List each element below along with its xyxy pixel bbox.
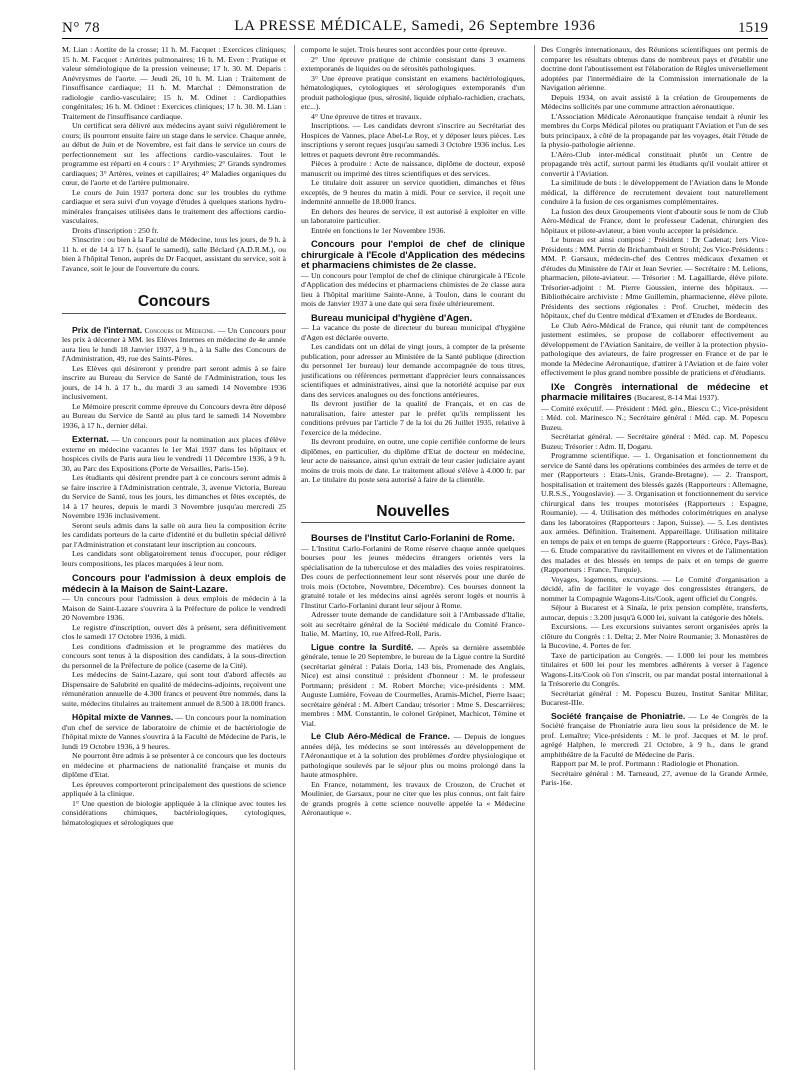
paragraph: L'Aéro-Club inter-médical constituait plutôt un Centre de propagande très actif, surtout parmi les étudiants qu'il voulait attirer et convertir à l'Aviation.	[541, 149, 768, 178]
paragraph: Les médecins de Saint-Lazare, qui sont tout d'abord affectés au Dispensaire de Salubrité en qualité de médecins-adjoints, reçoivent une rémunération annuelle de 4.300 francs et peuvent être nommés, dans la suite, médecins titulaires au traitement annuel de 8.500 à 18.000 francs.	[62, 670, 286, 708]
paragraph: Droits d'inscription : 250 fr.	[72, 225, 159, 235]
paragraph: Secrétariat général : M. Popescu Buzeu, Institut Sanitar Militar, Bucarest-IIIe.	[541, 688, 768, 707]
paragraph: Le cours de Juin 1937 portera donc sur les troubles du rythme cardiaque et sera suivi d'un voyage d'études à quelques stations hydro-minérales françaises utilisées dans le traitement des affections cardio-vasculaires.	[62, 187, 286, 225]
paragraph: comporte le sujet. Trois heures sont accordées pour cette épreuve.	[301, 45, 507, 54]
column-rule	[534, 45, 535, 1070]
paragraph: Programme scientifique. — 1. Organisation et fonctionnement du service de Santé dans les opérations combinées des armées de terre et de mer (Rapporteurs : Etats-Unis, Grande-Bretagne). — 2. Transport, hospitalisation et traitement des blessés gazés (Rapporteurs : Allemagne, U.R.S.S., Yougoslavie). — 3. Organisation et fonctionnement du service chirurgical dans les troupes motorisées (Rapporteurs : Espagne, Roumanie). — 4. Utilisation des méthodes colorimétriques en analyse dans les laboratoires (Rapporteurs : Japon, Suisse). — 5. Les dentistes aux armées. Définition. Traitement. Appareillage. Utilisation militaire en temps de paix et en temps de guerre (Rapporteurs : Grèce, Pays-Bas). — 6. Etude comparative du ravitaillement en vivres et de l'alimentation des malades et des blessés en temps de paix et en temps de guerre (Rapporteurs : France, Turquie).	[541, 451, 768, 574]
paragraph: Le Club Aéro-Médical de France, qui réunit tant de compétences justement estimées, se propose de collaborer effectivement au développement de l'Aviation Sanitaire, de veiller à la protection physio-pathologique des aviateurs, de faire progresser en France et de par le monde la Médecine Aéronautique, d'attirer à l'Aviation et de faire voler effectivement le plus grand nombre possible de praticiens et d'étudiants.	[541, 320, 768, 377]
item-heading: Hôpital mixte de Vannes.	[72, 712, 174, 722]
page-number: 1519	[738, 20, 768, 36]
paragraph: La similitude de buts : le développement de l'Aviation dans le Monde médical, la différence de recrutement devaient tout naturellement conduire à la fusion de ces organismes complémentaires.	[541, 178, 768, 206]
paragraph: Les épreuves comporteront principalement des questions de science appliquée à la clinique.	[62, 779, 286, 798]
paragraph: Les étudiants qui désirent prendre part à ce concours seront admis à se faire inscrire à l'Administration centrale, 3, avenue Victoria, Bureau du Service de Santé, tous les jours, les dimanches et fêtes exceptés, de 14 à 17 heures, depuis le mardi 3 Novembre jusqu'au mercredi 25 Novembre 1936 inclusivement.	[62, 473, 286, 520]
paragraph: Secrétariat général. — Secrétaire général : Méd. cap. M. Popescu Buzeu; Trésorier : Adm. II, Dogaru.	[541, 432, 768, 451]
column-rule	[294, 45, 295, 1070]
paragraph: — Le 4e Congrès de la Société française de Phoniatrie aura lieu sous la présidence de M. le prof. Lemaître; Vice-présidents : M. le prof. Jacques et M. le prof. agrégé Halphen, le mercredi 21 Octobre, à 9 h., dans le grand amphithéâtre de la Faculté de Médecine de Paris.	[541, 711, 768, 759]
paragraph: Les Elèves qui désireront y prendre part seront admis à se faire inscrire au Bureau du Service de Santé de l'Administration, tous les jours, de 14 h. à 17 h., du mardi 3 au samedi 14 Novembre 1936 inclusivement.	[62, 363, 286, 401]
paragraph: Entrée en fonctions le 1er Novembre 1936.	[311, 225, 446, 235]
paragraph: 1° Une question de biologie appliquée à la clinique avec toutes les considérations chimiques, bactériologiques, cytologiques, hématologiques et sérologiques que	[62, 798, 286, 827]
paragraph: Depuis 1934, on avait assisté à la création de Groupements de Médecins sollicités par une commune attraction aéronautique.	[541, 92, 768, 111]
paragraph: Seront seuls admis dans la salle où aura lieu la composition écrite les candidats porteurs de la carte d'identité et du bulletin spécial délivré par l'Administration et constatant leur inscription au concours.	[62, 520, 286, 549]
paragraph: 4° Une épreuve de titres et travaux.	[311, 111, 422, 121]
item-heading: Bureau municipal d'hygiène d'Agen.	[311, 311, 473, 323]
paragraph: Les candidats sont obligatoirement tenus d'occuper, pour rédiger leurs compositions, les places marquées à leur nom.	[62, 549, 286, 568]
paragraph: — Un concours pour l'admission à deux emplois de médecin à la Maison de Saint-Lazare s'ouvrira à la Préfecture de police le vendredi 20 Novembre 1936.	[62, 594, 286, 622]
paragraph: — Un Concours pour les prix à décerner à MM. les Elèves Internes en médecine de 4e année aura lieu le lundi 18 Janvier 1937, à 9 h., à la Salle des Concours de l'Administration, 49, rue des Saints-Pères.	[62, 325, 286, 363]
page-header	[62, 8, 768, 39]
paragraph: Ils devront produire, en outre, une copie certifiée conforme de leurs diplômes, en particulier, du diplôme d'Etat de docteur en médecine, leur acte de naissance, ainsi qu'un extrait de leur casier judiciaire ayant moins de trois mois de date. Le traitement alloué s'élève à 4.000 fr. par an. Le titulaire du poste sera autorisé à faire de la clientèle.	[301, 437, 525, 484]
paragraph: Le bureau est ainsi composé : Président : Dr Cadenat; 1ers Vice-Présidents : MM. Perrin de Brichambault et Strohl; 2es Vice-Présidents : MM. P. Garsaux, médecin-chef des Centres médicaux d'examen et d'études du Ministère de l'Air et Jean Sevrier. — Secrétaire : M. Lelions, pharmacien, pilote-aviateur. — Trésorier : M. Lagaillarde, élève pilote. Trésorier-adjoint : M. Pierre Goussien, interne des hôpitaux. — Bibliothécaire archiviste : Mme Guillemin, pharmacienne, élève pilote. Présidents des sections régionales : Prof. Cruchet, médecin des hôpitaux, chef du Centre médical d'Examen et d'Etudes de Bordeaux.	[541, 235, 768, 320]
paragraph: Adresser toute demande de candidature soit à l'Ambassade d'Italie, soit au secrétaire général de la Société médicale du Comité France-Italie, M. Martiny, 10, rue Alfred-Roll, Paris.	[301, 610, 525, 638]
paragraph: Séjour à Bucarest et à Sinaïa, le prix pension complète, transferts, autocar, depuis : 3.200 jusqu'à 6.000 lei, suivant la catégorie des hôtels.	[541, 603, 768, 622]
item-heading: Le Club Aéro-Médical de France.	[311, 731, 450, 741]
item-subheading: Concours de Médecine.	[144, 325, 216, 335]
paragraph: En dehors des heures de service, il est autorisé à exploiter en ville un laboratoire particulier.	[301, 206, 525, 225]
item-heading: IXe Congrès international de médecine et pharmacie militaires	[541, 380, 768, 402]
section-title-nouvelles: Nouvelles	[376, 502, 450, 520]
item-heading: Concours pour l'emploi de chef de clinique chirurgicale à l'Ecole d'Application des médecins et pharmaciens chimistes de 2e classe.	[301, 238, 525, 270]
column-2	[301, 45, 525, 818]
paragraph: Les conditions d'admission et le programme des matières du concours sont tenus à la disposition des candidats, à la sous-direction du personnel de la Préfecture de police (caserne de la Cité).	[62, 641, 286, 670]
paragraph: Le Mémoire prescrit comme épreuve du Concours devra être déposé au Bureau du Service de Santé au plus tard le samedi 14 Novembre 1936, à 17 h., dernier délai.	[62, 401, 286, 430]
paragraph: — Comité exécutif. — Président : Méd. gén., Biescu C.; Vice-président : Méd. col. Marinesco N.; Secrétaire général : Méd. cap. M. Popescu Buzeu.	[541, 403, 768, 432]
paragraph: Un certificat sera délivré aux médecins ayant suivi régulièrement le cours; ils pourront ensuite faire un stage dans le service. Chaque année, au début de Juin et de Novembre, est fait dans le service un cours de perfectionnement sur les affections cardio-vasculaires. Tout le programme est réparti en 4 cours : 1° Arythmies; 2° Grands syndromes cardiaques; 3° Artères, veines et capillaires; 4° Maladies organiques du cœur, de l'aorte et de l'artère pulmonaire.	[62, 121, 286, 187]
column-1	[62, 45, 286, 827]
paragraph: Excursions. — Les excursions suivantes seront organisées après la clôture du Congrès : 1. Delta; 2. Mer Noire Roumanie; 3. Monastères de la Bucovine, 4. Portes de fer.	[541, 622, 768, 650]
paragraph: Secrétaire général : M. Tarneaud, 27, avenue de la Grande Armée, Paris-16e.	[541, 768, 768, 787]
paragraph: La fusion des deux Groupements vient d'aboutir sous le nom de Club Aéro-Médical de France, dont le professeur Cadenat, chirurgien des hôpitaux et pilote-aviateur, a bien voulu accepter la présidence.	[541, 206, 768, 235]
paragraph: Ils devront justifier de la qualité de Français, et en cas de naturalisation, faire attester par le préfet qu'ils remplissent les conditions prévues par l'article 7 de la loi du 26 Juillet 1935, relative à l'exercice de la médecine.	[301, 399, 525, 437]
paragraph: Taxe de participation au Congrès. — 1.000 lei pour les membres titulaires et 600 lei pour les membres adhérents à verser à l'agence Wagons-Lits/Cook où l'on s'inscrit, ou par mandat postal international à la Trésorerie du Congrès.	[541, 650, 768, 688]
section-title-concours: Concours	[137, 293, 211, 310]
paragraph: — Après sa dernière assemblée générale, tenue le 20 Septembre, le bureau de la Ligue contre la Surdité (secrétariat général : Palais Doria, 143 bis, Promenade des Anglais, Nice) est ainsi constitué : président d'honneur : M. le professeur Portmann; président : M. Robert Morche; vice-présidents : MM. Auguste Lumière, Foveau de Courmelles, Aramis-Michel, Pierre Isaac; secrétaire général : M. Albert Candau; trésorier : Mme S. Descarrières; membres : MM. Constantin, le colonel Grépinet, Machicot, Témine et Vial.	[301, 642, 526, 728]
paragraph: — Un concours pour la nomination aux places d'élève externe en médecine vacantes le 1er Mai 1937 dans les hôpitaux et hospices civils de Paris aura lieu le vendredi 11 Décembre 1936, à 9 h. 30, au Parc des Expositions (Porte de Versailles, Paris-15e).	[62, 435, 286, 473]
paragraph: Inscriptions. — Les candidats devront s'inscrire au Secrétariat des Hospices de Vannes, place Abel-Le Roy, et y déposer leurs pièces. Les inscriptions y seront reçues jusqu'au samedi 3 Octobre 1936 inclus. Les lettres et paquets devront être recommandés.	[301, 121, 525, 159]
paragraph: — La vacance du poste de directeur du bureau municipal d'hygiène d'Agen est déclarée ouverte.	[301, 323, 525, 342]
paragraph: — Un concours pour la nomination d'un chef de service de laboratoire de chimie et de bactériologie de l'hôpital mixte de Vannes s'ouvrira à la Faculté de Médecine de Paris, le lundi 19 Octobre 1936, à 9 heures.	[62, 713, 286, 751]
paragraph: — Depuis de longues années déjà, les médecins se sont intéressés au développement de l'Aéronautique et à la solution des problèmes d'ordre physiologique et pathologique soulevés par le séjour plus ou moins prolongé dans la haute atmosphère.	[301, 732, 525, 779]
column-3	[541, 45, 768, 788]
paragraph: En France, notamment, les travaux de Crouzon, de Cruchet et Moulinier, de Garsaux, pour ne citer que les plus connus, ont fait faire de grands progrès à cette science nouvelle appelée la « Médecine Aéronautique ».	[301, 779, 525, 817]
item-heading: Externat.	[72, 434, 109, 444]
item-heading: Ligue contre la Surdité.	[311, 641, 414, 652]
paragraph: — Un concours pour l'emploi de chef de clinique chirurgicale à l'Ecole d'Application des médecins et pharmaciens chimistes de 2e classe aura lieu à l'hôpital maritime Sainte-Anne, à Toulon, dans le courant du mois de Janvier 1937 à une date qui sera fixée ultérieurement.	[301, 270, 525, 308]
paragraph: Le titulaire doit assurer un service quotidien, dimanches et fêtes exceptés, de 9 heures du matin à midi. Pour ce service, il reçoit une indemnité annuelle de 18.000 francs.	[301, 178, 525, 206]
paragraph: 2° Une épreuve pratique de chimie consistant dans 3 examens extemporanés de liquides ou de sérosités pathologiques.	[301, 54, 525, 73]
item-heading: Concours pour l'admission à deux emplois de médecin à la Maison de Saint-Lazare.	[62, 572, 286, 594]
paragraph: — L'Institut Carlo-Forlanini de Rome réserve chaque année quelques bourses pour les jeunes médecins étrangers orientés vers la spécialisation de la tuberculose et des maladies des voies respiratoires. Des cours de perfectionnement leur sont réservés pour une durée de trois mois (Octobre, Novembre, Décembre). Ces bourses donnent la gratuité totale et les médecins ainsi agréés seront logés et nourris à l'Institut Carlo-Forlanini durant leur séjour à Rome.	[301, 543, 525, 610]
issue-number: N° 78	[62, 20, 101, 36]
item-heading: Prix de l'internat.	[72, 324, 143, 335]
item-heading: Société française de Phoniatrie.	[551, 710, 686, 721]
paragraph: L'Association Médicale Aéronautique française tendait à réunir les membres du Corps Médical pilotes ou pratiquant l'Aviation et l'un de ses buts principaux, à côté de la propagande par les voyages, était l'étude de la physio-pathologie aérienne.	[541, 111, 768, 149]
paragraph: S'inscrire : ou bien à la Faculté de Médecine, tous les jours, de 9 h. à 11 h. et de 14 à 17 h. (sauf le samedi), salle Béclard (A.D.R.M.), ou bien à l'hôpital Tenon, auprès du Dr Facquet, assistant du service, soit à l'avance, soit le jour de l'ouverture du cours.	[62, 235, 286, 273]
paragraph: Le registre d'inscription, ouvert dès à présent, sera définitivement clos le samedi 17 Octobre 1936, à midi.	[62, 622, 286, 641]
paragraph: Ne pourront être admis à se présenter à ce concours que les docteurs en médecine et pharmaciens de nationalité française et munis du diplôme d'Etat.	[62, 751, 286, 779]
journal-title: LA PRESSE MÉDICALE, Samedi, 26 Septembre 1936	[234, 18, 596, 34]
paragraph: Voyages, logements, excursions. — Le Comité d'organisation a décidé, afin de faciliter le voyage des congressistes étrangers, de nommer la Compagnie Wagons-Lits/Cook, agent officiel du Congrès.	[541, 574, 768, 603]
paragraph: M. Lian : Aortite de la crosse; 11 h. M. Facquet : Exercices cliniques; 15 h. M. Facquet : Artérites pulmonaires; 16 h. M. Even : Pratique et valeur séméiologique de la pression veineuse; 17 h. 30. M. Deparis : Anévrysmes de l'aorte. — Jeudi 26, 10 h. M. Lian : Traitement de l'insuffisance cardiaque; 11 h. M. Marchal : Démonstration de radiologie cardio-vasculaire; 15 h. M. Odinet : Cardiopathies congénitales; 16 h. M. Odinet : Exercices cliniques; 17 h. 30. M. Lian : Traitement de l'insuffisance cardiaque.	[62, 45, 286, 121]
paragraph: Les candidats ont un délai de vingt jours, à compter de la présente publication, pour adresser au Ministère de la Santé publique (direction du personnel 1er bureau) leur demande accompagnée de tous titres, justifications ou références permettant d'apprécier leurs connaissances scientifiques et administratives, ainsi que la notoriété acquise par eux dans des services analogues ou des fonctions antérieures.	[301, 342, 525, 399]
paragraph: Rapport par M. le prof. Portmann : Radiologie et Phonation.	[551, 759, 739, 768]
congress-location: (Bucarest, 8-14 Mai 1937).	[634, 393, 719, 402]
paragraph: Pièces à produire : Acte de naissance, diplôme de docteur, exposé manuscrit ou imprimé des titres scientifiques et des services.	[301, 159, 525, 178]
paragraph: 3° Une épreuve pratique consistant en examens bactériologiques, hématologiques, cytologiques et sérologiques extemporanés d'un produit pathologique (pus, sérosité, liquide céphalo-rachidien, crachats, etc...).	[301, 73, 525, 111]
item-heading: Bourses de l'Institut Carlo-Forlanini de Rome.	[311, 532, 515, 543]
paragraph: Des Congrès internationaux, des Réunions scientifiques ont permis de comparer les résultats obtenus dans de nombreux pays et d'établir une doctrine dont l'aboutissement est l'élaboration de Règles universellement adoptées par l'intermédiaire de la Commission internationale de la Navigation aérienne.	[541, 45, 768, 92]
